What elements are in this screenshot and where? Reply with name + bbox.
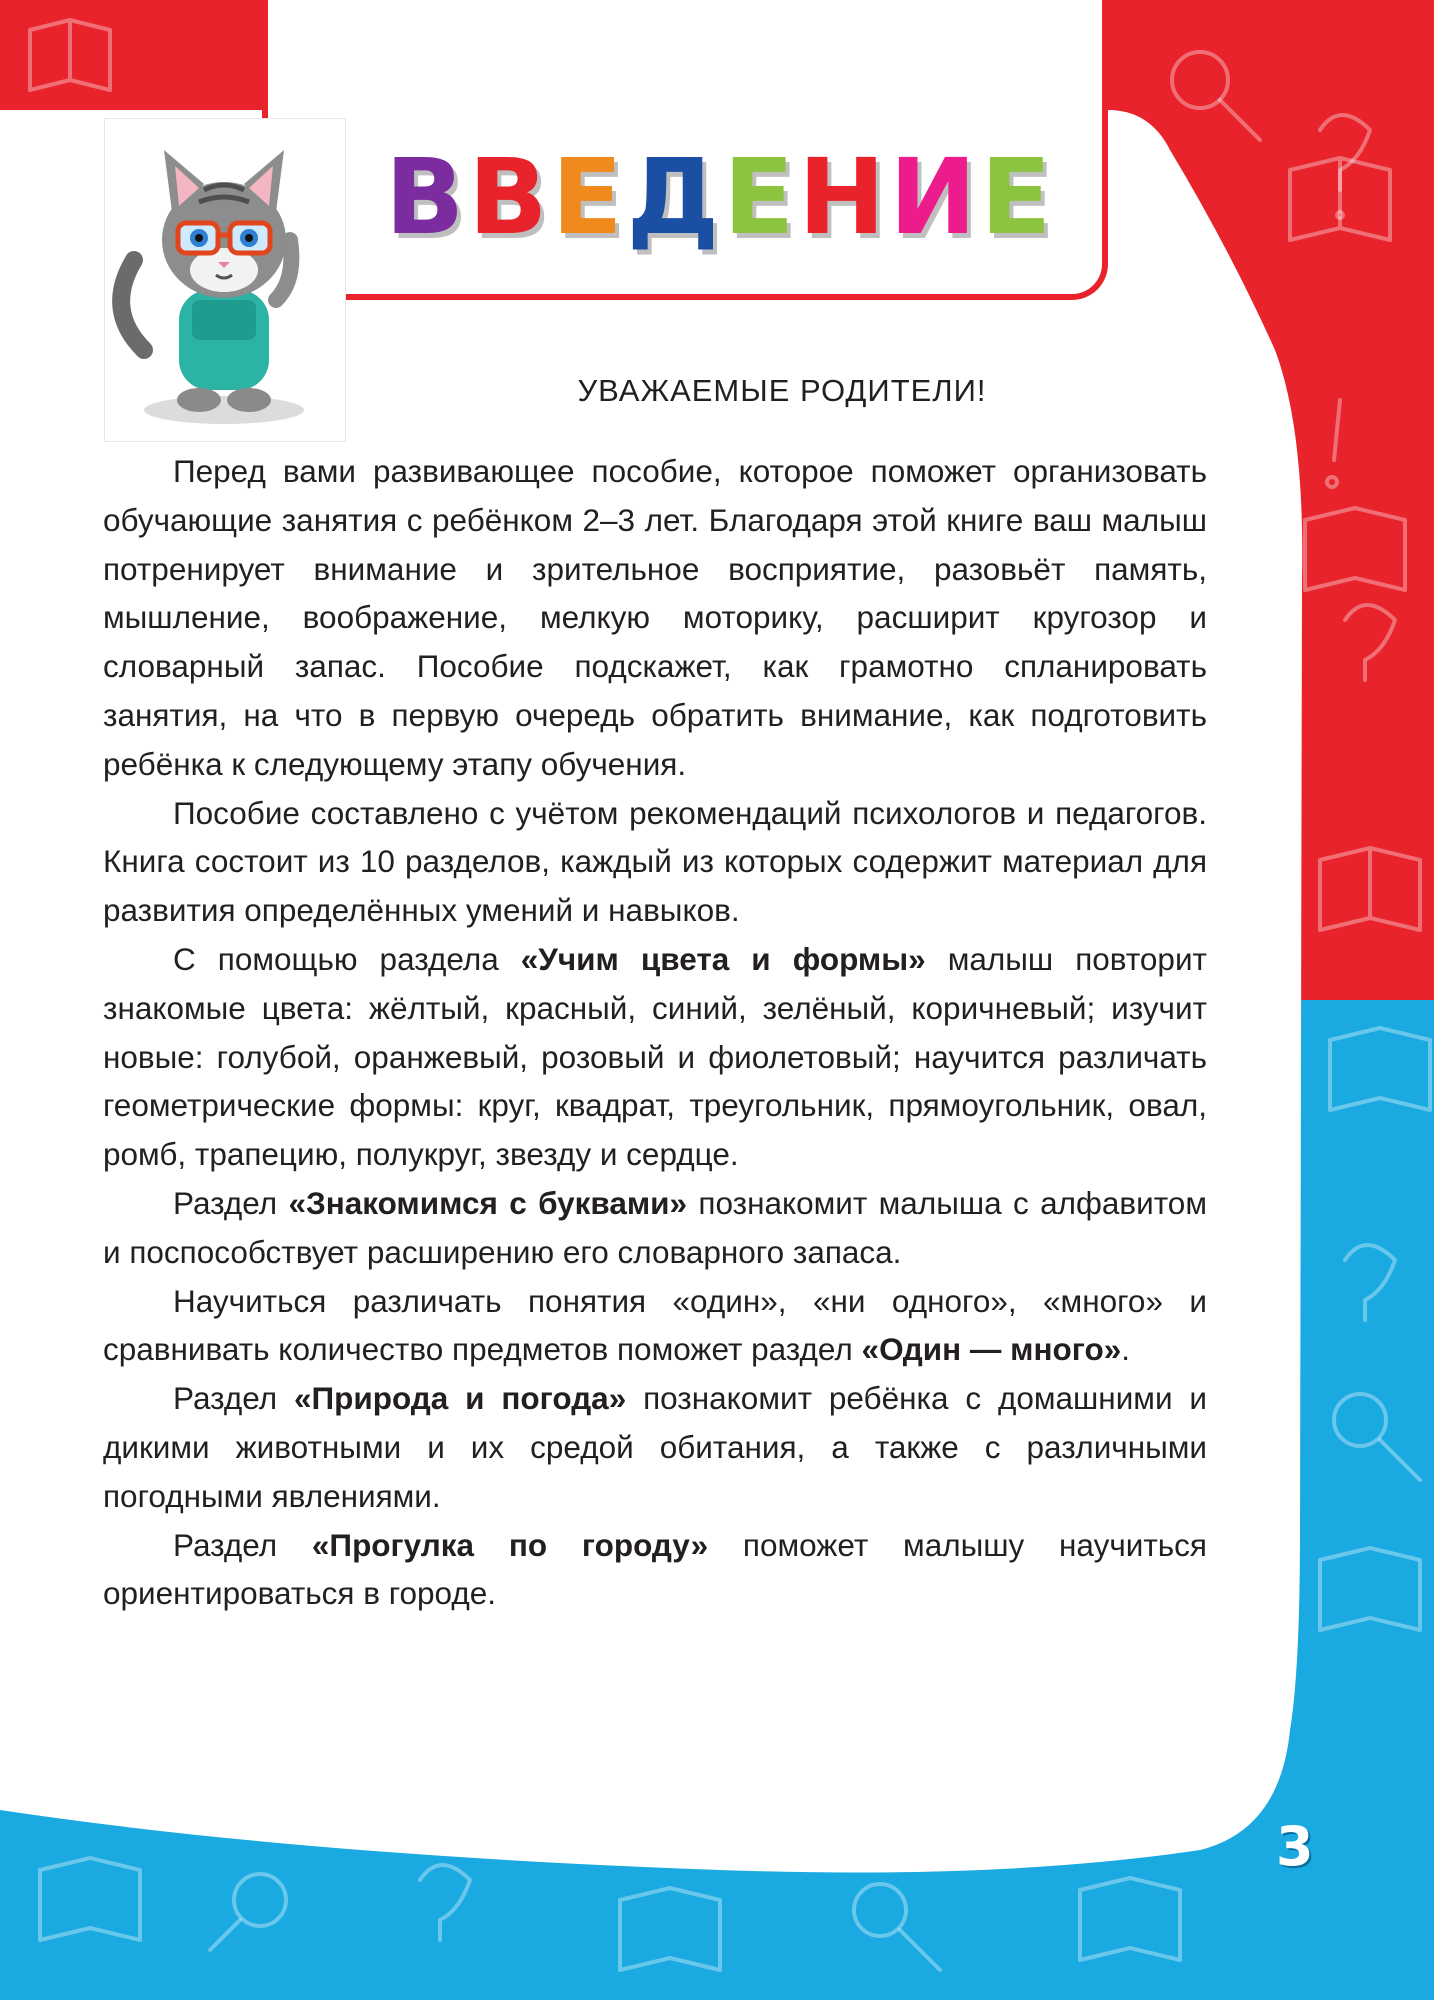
text-segment: Пособие составлено с учётом рекомендаций психологов и педагогов. Книга состоит из 10 разделов, каждый из которых содержит материал для развития определённых умений и навыков. [103,794,1207,929]
paragraph [103,1374,1207,1520]
section-name: «Один — много» [861,1331,1122,1368]
section-name: «Учим цвета и формы» [520,940,926,977]
subtitle: УВАЖАЕМЫЕ РОДИТЕЛИ! [577,373,987,408]
intro-text [103,447,1207,1618]
paragraph [103,789,1207,935]
title-letter: В [468,136,552,258]
text-segment: поможет малышу научиться ориентироваться в городе. [103,1526,1207,1612]
page-number: 3 [1276,1815,1314,1878]
title-letter: Н [798,136,890,258]
title-letter: В [385,136,469,258]
text-segment: познакомит ребёнка с домашними и дикими животными и их средой обитания, а также с различными погодными явлениями. [103,1380,1207,1514]
title-letter: Е [980,136,1056,258]
text-segment: Раздел [173,1184,289,1221]
text-segment: Раздел [173,1526,312,1563]
text-segment: малыш повторит знакомые цвета: жёлтый, красный, синий, зелёный, коричневый; изучит новые: голубой, оранжевый, розовый и фиолетовый; научится различать геометрические формы: круг, квадрат, треугольник, прямоугольник, овал, ромб, трапецию, полукруг, звезду и сердце. [103,940,1207,1173]
paragraph [103,1521,1207,1619]
paragraph [103,447,1207,789]
page-title [385,136,1056,258]
paragraph [103,935,1207,1179]
paragraph [103,1179,1207,1277]
paragraph [103,1277,1207,1375]
title-letter: И [889,136,981,258]
title-letter: Е [723,136,799,258]
text-segment: Раздел [173,1380,294,1417]
text-segment: . [1121,1331,1130,1368]
title-letter: Е [551,136,627,258]
title-letter: Д [626,136,724,258]
text-segment: познакомит малыша с алфавитом и поспособствует расширению его словарного запаса. [103,1184,1207,1270]
section-name: «Природа и погода» [293,1380,627,1417]
section-name: «Знакомимся с буквами» [288,1184,688,1221]
text-segment: Перед вами развивающее пособие, которое поможет организовать обучающие занятия с ребёнком 2–3 лет. Благодаря этой книге ваш малыш потренирует внимание и зрительное восприятие, разовьёт память, мышление, воображение, мелкую моторику, расширит кругозор и словарный запас. Пособие подскажет, как грамотно спланировать занятия, на что в первую очередь обратить внимание, как подготовить ребёнка к следующему этапу обучения. [103,453,1207,782]
text-segment: С помощью раздела [173,940,521,977]
text-segment: Научиться различать понятия «один», «ни одного», «много» и сравнивать количество предметов поможет раздел [103,1282,1207,1368]
section-name: «Прогулка по городу» [311,1526,709,1563]
